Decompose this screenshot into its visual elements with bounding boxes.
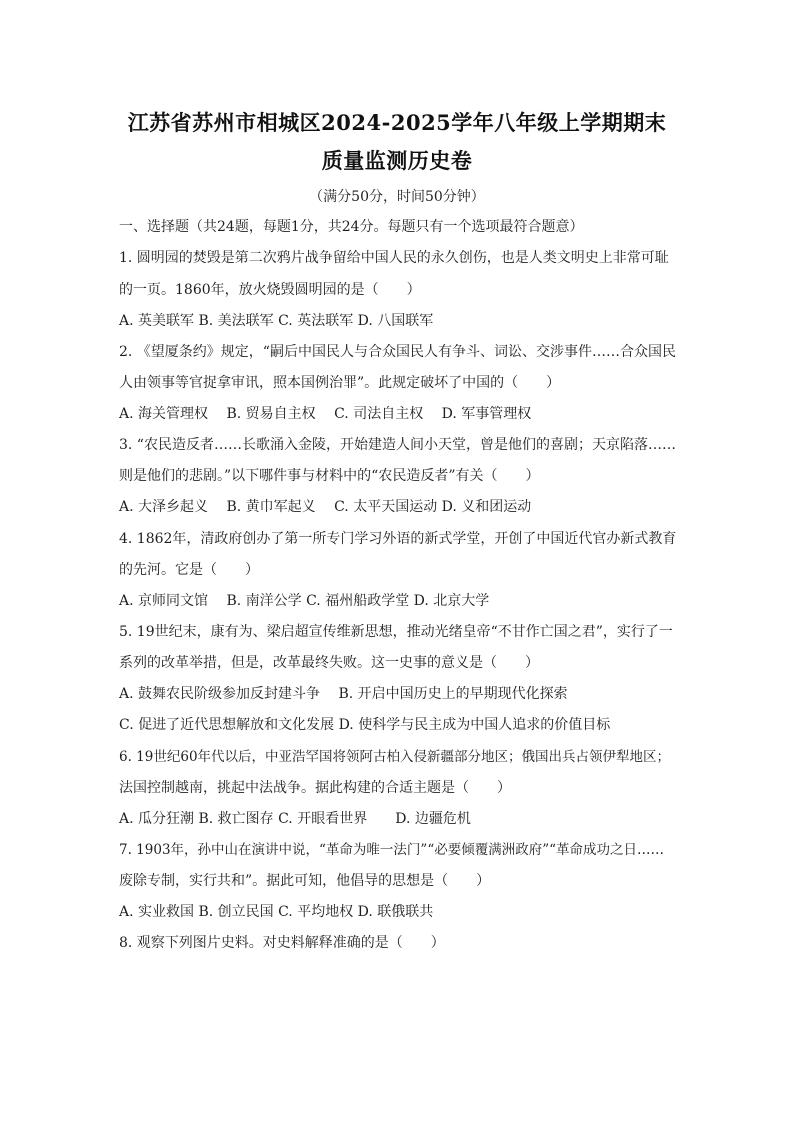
- question-3-stem-line2: 则是他们的悲剧。”以下哪件事与材料中的“农民造反者”有关（ ）: [119, 468, 540, 484]
- question-6-options: A. 瓜分狂潮 B. 救亡图存 C. 开眼看世界 D. 边疆危机: [119, 811, 471, 827]
- question-5-stem-line2: 系列的改革举措，但是，改革最终失败。这一史事的意义是（ ）: [119, 655, 539, 671]
- question-1-stem-line1: 1. 圆明园的焚毁是第二次鸦片战争留给中国人民的永久创伤，也是人类文明史上非常可耻: [119, 250, 669, 266]
- question-3-options: A. 大泽乡起义 B. 黄巾军起义 C. 太平天国运动 D. 义和团运动: [119, 499, 532, 515]
- question-4-options: A. 京师同文馆 B. 南洋公学 C. 福州船政学堂 D. 北京大学: [119, 593, 490, 609]
- question-3-stem-line1: 3. “农民造反者……长歌涌入金陵，开始建造人间小天堂，曾是他们的喜剧；天京陷落……: [119, 437, 676, 453]
- question-6-stem-line2: 法国控制越南，挑起中法战争。据此构建的合适主题是（ ）: [119, 780, 511, 796]
- question-2-stem-line1: 2. 《望厦条约》规定，“嗣后中国民人与合众国民人有争斗、词讼、交涉事件……合众国民: [119, 344, 676, 360]
- exam-title-line2: 质量监测历史卷: [321, 148, 473, 173]
- question-6-stem-line1: 6. 19世纪60年代以后，中亚浩罕国将领阿古柏入侵新疆部分地区；俄国出兵占领伊犁地区；: [119, 749, 671, 765]
- question-1-stem-line2: 的一页。1860年，放火烧毁圆明园的是（ ）: [119, 282, 421, 298]
- question-2-stem-line2: 人由领事等官捉拿审讯，照本国例治罪”。此规定破坏了中国的（ ）: [119, 375, 561, 391]
- question-5-options-line1: A. 鼓舞农民阶级参加反封建斗争 B. 开启中国历史上的早期现代化探索: [119, 686, 568, 702]
- question-4-stem-line1: 4. 1862年，清政府创办了第一所专门学习外语的新式学堂，开创了中国近代官办新式教育: [119, 531, 677, 547]
- question-7-options: A. 实业救国 B. 创立民国 C. 平均地权 D. 联俄联共: [119, 904, 434, 920]
- question-2-options: A. 海关管理权 B. 贸易自主权 C. 司法自主权 D. 军事管理权: [119, 406, 532, 422]
- section-heading: 一、选择题（共24题，每题1分，共24分。每题只有一个选项最符合题意）: [119, 219, 584, 235]
- question-1-options: A. 英美联军 B. 美法联军 C. 英法联军 D. 八国联军: [119, 313, 434, 329]
- question-7-stem-line2: 废除专制，实行共和”。据此可知，他倡导的思想是（ ）: [119, 873, 491, 889]
- question-7-stem-line1: 7. 1903年，孙中山在演讲中说，“革命为唯一法门”“必要倾覆满洲政府”“革命成功之日……: [119, 842, 665, 858]
- question-5-stem-line1: 5. 19世纪末，康有为、梁启超宣传维新思想，推动光绪皇帝“不甘作亡国之君”，实行了一: [119, 624, 673, 640]
- exam-title-line1: 江苏省苏州市相城区2024-2025学年八年级上学期期末: [127, 110, 667, 135]
- question-4-stem-line2: 的先河。它是（ ）: [119, 562, 259, 578]
- question-5-options-line2: C. 促进了近代思想解放和文化发展 D. 使科学与民主成为中国人追求的价值目标: [119, 717, 611, 733]
- exam-subtitle: （满分50分，时间50分钟）: [309, 189, 485, 205]
- question-8-stem-line1: 8. 观察下列图片史料。对史料解释准确的是（ ）: [119, 935, 445, 951]
